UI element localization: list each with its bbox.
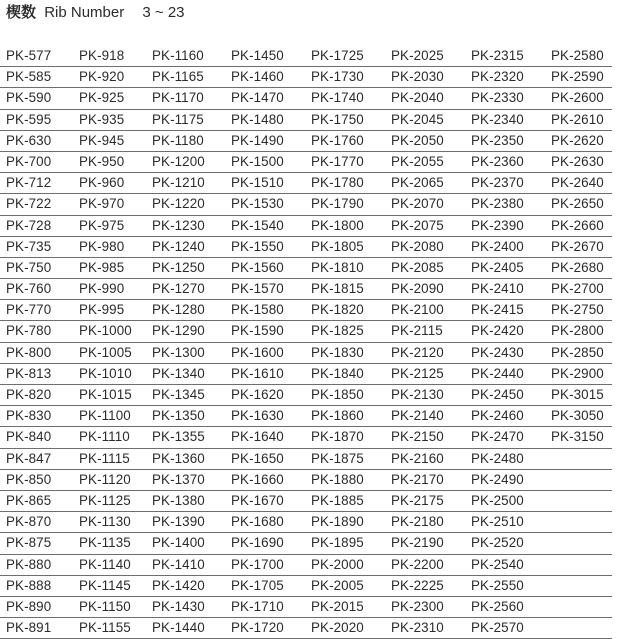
part-number-cell: PK-770 bbox=[6, 302, 52, 318]
part-number-cell: PK-2055 bbox=[391, 153, 444, 169]
part-number-cell: PK-840 bbox=[6, 429, 52, 445]
part-number-cell: PK-2085 bbox=[391, 259, 444, 275]
part-number-cell: PK-2020 bbox=[311, 620, 364, 636]
table-row bbox=[0, 597, 612, 618]
part-number-cell: PK-1120 bbox=[79, 471, 131, 487]
part-number-cell: PK-760 bbox=[6, 281, 52, 297]
part-number-cell: PK-1420 bbox=[152, 577, 205, 593]
part-number-cell: PK-1800 bbox=[311, 217, 364, 233]
part-number-cell: PK-1130 bbox=[79, 514, 131, 530]
part-number-cell: PK-585 bbox=[6, 69, 52, 85]
part-number-cell: PK-750 bbox=[6, 259, 52, 275]
part-number-cell: PK-2090 bbox=[391, 281, 444, 297]
part-number-cell: PK-1140 bbox=[79, 556, 131, 572]
part-number-cell: PK-1470 bbox=[231, 90, 284, 106]
part-number-cell: PK-3015 bbox=[551, 387, 604, 402]
part-number-cell: PK-1115 bbox=[79, 450, 130, 466]
part-number-cell: PK-1480 bbox=[231, 111, 284, 127]
table-row bbox=[0, 512, 612, 533]
part-number-cell: PK-1610 bbox=[231, 365, 284, 381]
part-number-cell: PK-1750 bbox=[311, 111, 364, 127]
part-number-cell: PK-2030 bbox=[391, 69, 444, 85]
part-number-cell: PK-1840 bbox=[311, 365, 364, 381]
part-number-cell: PK-888 bbox=[6, 577, 52, 593]
part-number-cell: PK-2330 bbox=[471, 90, 524, 106]
part-number-cell: PK-2900 bbox=[551, 365, 604, 381]
part-number-cell: PK-2115 bbox=[391, 323, 443, 339]
part-number-table bbox=[0, 46, 612, 639]
part-number-cell: PK-1510 bbox=[231, 175, 284, 191]
table-row bbox=[0, 110, 612, 131]
part-number-cell: PK-1850 bbox=[311, 387, 364, 402]
part-number-cell: PK-945 bbox=[79, 132, 125, 148]
part-number-cell: PK-1460 bbox=[231, 69, 284, 85]
table-row bbox=[0, 618, 612, 639]
table-row bbox=[0, 173, 612, 194]
part-number-cell: PK-1880 bbox=[311, 471, 364, 487]
part-number-cell: PK-1155 bbox=[79, 620, 131, 636]
part-number-cell: PK-1540 bbox=[231, 217, 284, 233]
part-number-cell: PK-2680 bbox=[551, 259, 604, 275]
part-number-cell: PK-2125 bbox=[391, 365, 444, 381]
part-number-cell: PK-870 bbox=[6, 514, 52, 530]
part-number-cell: PK-1150 bbox=[79, 598, 131, 614]
part-number-cell: PK-1210 bbox=[152, 175, 205, 191]
table-row bbox=[0, 67, 612, 88]
part-number-cell: PK-2620 bbox=[551, 132, 604, 148]
part-number-cell: PK-1870 bbox=[311, 429, 364, 445]
part-number-cell: PK-1790 bbox=[311, 196, 364, 212]
part-number-cell: PK-1895 bbox=[311, 535, 364, 551]
part-number-cell: PK-1630 bbox=[231, 408, 284, 424]
part-number-cell: PK-970 bbox=[79, 196, 125, 212]
part-number-cell: PK-890 bbox=[6, 598, 52, 614]
part-number-cell: PK-880 bbox=[6, 556, 52, 572]
part-number-cell: PK-2100 bbox=[391, 302, 444, 318]
table-row bbox=[0, 533, 612, 554]
part-number-cell: PK-2650 bbox=[551, 196, 604, 212]
table-row bbox=[0, 385, 612, 406]
part-number-cell: PK-1720 bbox=[231, 620, 284, 636]
part-number-cell: PK-2700 bbox=[551, 281, 604, 297]
part-number-cell: PK-2200 bbox=[391, 556, 444, 572]
part-number-cell: PK-2520 bbox=[471, 535, 524, 551]
part-number-cell: PK-2750 bbox=[551, 302, 604, 318]
part-number-cell: PK-1670 bbox=[231, 492, 284, 508]
part-number-cell: PK-1430 bbox=[152, 598, 205, 614]
part-number-cell: PK-1220 bbox=[152, 196, 205, 212]
heading-range: 3 ~ 23 bbox=[142, 4, 185, 21]
part-number-cell: PK-1780 bbox=[311, 175, 364, 191]
part-number-cell: PK-2025 bbox=[391, 48, 444, 63]
table-row bbox=[0, 555, 612, 576]
part-number-cell: PK-800 bbox=[6, 344, 52, 360]
part-number-cell: PK-1860 bbox=[311, 408, 364, 424]
table-row bbox=[0, 427, 612, 448]
part-number-cell: PK-850 bbox=[6, 471, 52, 487]
part-number-cell: PK-1290 bbox=[152, 323, 205, 339]
table-row bbox=[0, 194, 612, 215]
table-row bbox=[0, 321, 612, 342]
part-number-cell: PK-1280 bbox=[152, 302, 205, 318]
part-number-cell: PK-975 bbox=[79, 217, 125, 233]
part-number-cell: PK-595 bbox=[6, 111, 52, 127]
part-number-cell: PK-2350 bbox=[471, 132, 524, 148]
part-number-cell: PK-2050 bbox=[391, 132, 444, 148]
part-number-cell: PK-2480 bbox=[471, 450, 524, 466]
part-number-cell: PK-1200 bbox=[152, 153, 205, 169]
table-row bbox=[0, 343, 612, 364]
part-number-cell: PK-728 bbox=[6, 217, 52, 233]
part-number-cell: PK-2400 bbox=[471, 238, 524, 254]
part-number-cell: PK-1700 bbox=[231, 556, 284, 572]
part-number-cell: PK-2670 bbox=[551, 238, 604, 254]
part-number-cell: PK-2460 bbox=[471, 408, 524, 424]
part-number-cell: PK-1705 bbox=[231, 577, 284, 593]
part-number-cell: PK-1250 bbox=[152, 259, 205, 275]
part-number-cell: PK-1240 bbox=[152, 238, 205, 254]
part-number-cell: PK-1400 bbox=[152, 535, 205, 551]
part-number-cell: PK-2160 bbox=[391, 450, 444, 466]
part-number-cell: PK-712 bbox=[6, 175, 52, 191]
part-number-cell: PK-1560 bbox=[231, 259, 284, 275]
table-row bbox=[0, 131, 612, 152]
part-number-cell: PK-1440 bbox=[152, 620, 205, 636]
table-row bbox=[0, 258, 612, 279]
part-number-cell: PK-2300 bbox=[391, 598, 444, 614]
part-number-cell: PK-1230 bbox=[152, 217, 205, 233]
part-number-cell: PK-2440 bbox=[471, 365, 524, 381]
part-number-cell: PK-2045 bbox=[391, 111, 444, 127]
part-number-cell: PK-1725 bbox=[311, 48, 364, 63]
part-number-cell: PK-2000 bbox=[311, 556, 364, 572]
part-number-cell: PK-1010 bbox=[79, 365, 132, 381]
part-number-cell: PK-813 bbox=[6, 365, 52, 381]
part-number-cell: PK-1600 bbox=[231, 344, 284, 360]
part-number-cell: PK-1890 bbox=[311, 514, 364, 530]
part-number-cell: PK-577 bbox=[6, 48, 52, 63]
part-number-cell: PK-918 bbox=[79, 48, 125, 63]
part-number-cell: PK-1005 bbox=[79, 344, 132, 360]
part-number-cell: PK-980 bbox=[79, 238, 125, 254]
part-number-cell: PK-3050 bbox=[551, 408, 604, 424]
part-number-cell: PK-1825 bbox=[311, 323, 364, 339]
part-number-cell: PK-1360 bbox=[152, 450, 205, 466]
part-number-cell: PK-830 bbox=[6, 408, 52, 424]
part-number-cell: PK-1135 bbox=[79, 535, 131, 551]
part-number-cell: PK-1410 bbox=[152, 556, 205, 572]
part-number-cell: PK-1590 bbox=[231, 323, 284, 339]
part-number-cell: PK-2450 bbox=[471, 387, 524, 402]
part-number-cell: PK-2380 bbox=[471, 196, 524, 212]
part-number-cell: PK-1810 bbox=[311, 259, 364, 275]
part-number-cell: PK-2415 bbox=[471, 302, 524, 318]
part-number-cell: PK-1770 bbox=[311, 153, 364, 169]
part-number-cell: PK-2660 bbox=[551, 217, 604, 233]
part-number-cell: PK-2405 bbox=[471, 259, 524, 275]
part-number-cell: PK-1350 bbox=[152, 408, 205, 424]
part-number-cell: PK-1170 bbox=[152, 90, 204, 106]
table-row bbox=[0, 449, 612, 470]
part-number-cell: PK-2390 bbox=[471, 217, 524, 233]
part-number-cell: PK-2800 bbox=[551, 323, 604, 339]
part-number-cell: PK-1570 bbox=[231, 281, 284, 297]
part-number-cell: PK-2570 bbox=[471, 620, 524, 636]
part-number-cell: PK-1815 bbox=[311, 281, 364, 297]
part-number-cell: PK-820 bbox=[6, 387, 52, 402]
table-row bbox=[0, 216, 612, 237]
part-number-cell: PK-891 bbox=[6, 620, 52, 636]
part-number-cell: PK-2180 bbox=[391, 514, 444, 530]
part-number-cell: PK-2640 bbox=[551, 175, 604, 191]
part-number-cell: PK-2610 bbox=[551, 111, 604, 127]
part-number-cell: PK-2850 bbox=[551, 344, 604, 360]
part-number-cell: PK-1500 bbox=[231, 153, 284, 169]
table-row bbox=[0, 406, 612, 427]
table-row bbox=[0, 470, 612, 491]
part-number-cell: PK-1160 bbox=[152, 48, 204, 63]
part-number-cell: PK-2040 bbox=[391, 90, 444, 106]
part-number-cell: PK-1660 bbox=[231, 471, 284, 487]
part-number-cell: PK-2190 bbox=[391, 535, 444, 551]
table-row bbox=[0, 88, 612, 109]
part-number-cell: PK-920 bbox=[79, 69, 125, 85]
part-number-cell: PK-1620 bbox=[231, 387, 284, 402]
part-number-cell: PK-1270 bbox=[152, 281, 205, 297]
part-number-cell: PK-2320 bbox=[471, 69, 524, 85]
part-number-cell: PK-2590 bbox=[551, 69, 604, 85]
part-number-cell: PK-1490 bbox=[231, 132, 284, 148]
part-number-cell: PK-1450 bbox=[231, 48, 284, 63]
part-number-cell: PK-2080 bbox=[391, 238, 444, 254]
part-number-cell: PK-1165 bbox=[152, 69, 204, 85]
part-number-cell: PK-2310 bbox=[391, 620, 444, 636]
part-number-cell: PK-1390 bbox=[152, 514, 205, 530]
part-number-cell: PK-1530 bbox=[231, 196, 284, 212]
part-number-cell: PK-2225 bbox=[391, 577, 444, 593]
part-number-cell: PK-1000 bbox=[79, 323, 132, 339]
part-number-cell: PK-2370 bbox=[471, 175, 524, 191]
part-number-cell: PK-590 bbox=[6, 90, 52, 106]
part-number-cell: PK-990 bbox=[79, 281, 125, 297]
part-number-cell: PK-925 bbox=[79, 90, 125, 106]
part-number-cell: PK-2150 bbox=[391, 429, 444, 445]
part-number-cell: PK-2130 bbox=[391, 387, 444, 402]
table-row bbox=[0, 279, 612, 300]
part-number-cell: PK-2600 bbox=[551, 90, 604, 106]
part-number-cell: PK-1380 bbox=[152, 492, 205, 508]
part-number-cell: PK-1110 bbox=[79, 429, 130, 445]
part-number-cell: PK-847 bbox=[6, 450, 52, 466]
page-heading bbox=[6, 1, 185, 23]
part-number-cell: PK-1820 bbox=[311, 302, 364, 318]
part-number-cell: PK-1710 bbox=[231, 598, 284, 614]
part-number-cell: PK-1125 bbox=[79, 492, 131, 508]
part-number-cell: PK-1145 bbox=[79, 577, 131, 593]
part-number-cell: PK-995 bbox=[79, 302, 125, 318]
part-number-cell: PK-2580 bbox=[551, 48, 604, 63]
part-number-cell: PK-2430 bbox=[471, 344, 524, 360]
part-number-cell: PK-1370 bbox=[152, 471, 205, 487]
part-number-cell: PK-1015 bbox=[79, 387, 132, 402]
part-number-cell: PK-935 bbox=[79, 111, 125, 127]
part-number-cell: PK-2340 bbox=[471, 111, 524, 127]
part-number-cell: PK-2410 bbox=[471, 281, 524, 297]
part-number-cell: PK-960 bbox=[79, 175, 125, 191]
part-number-cell: PK-1690 bbox=[231, 535, 284, 551]
part-number-cell: PK-2420 bbox=[471, 323, 524, 339]
part-number-cell: PK-875 bbox=[6, 535, 52, 551]
part-number-cell: PK-2540 bbox=[471, 556, 524, 572]
part-number-cell: PK-2490 bbox=[471, 471, 524, 487]
part-number-cell: PK-1180 bbox=[152, 132, 204, 148]
part-number-cell: PK-722 bbox=[6, 196, 52, 212]
part-number-cell: PK-1740 bbox=[311, 90, 364, 106]
part-number-cell: PK-1680 bbox=[231, 514, 284, 530]
part-number-cell: PK-1580 bbox=[231, 302, 284, 318]
part-number-cell: PK-1300 bbox=[152, 344, 205, 360]
part-number-cell: PK-2550 bbox=[471, 577, 524, 593]
part-number-cell: PK-1640 bbox=[231, 429, 284, 445]
part-number-cell: PK-735 bbox=[6, 238, 52, 254]
part-number-cell: PK-630 bbox=[6, 132, 52, 148]
heading-english: Rib Number bbox=[44, 4, 125, 21]
part-number-cell: PK-1805 bbox=[311, 238, 364, 254]
part-number-cell: PK-1830 bbox=[311, 344, 364, 360]
table-row bbox=[0, 237, 612, 258]
part-number-cell: PK-1340 bbox=[152, 365, 205, 381]
part-number-cell: PK-865 bbox=[6, 492, 52, 508]
part-number-cell: PK-1100 bbox=[79, 408, 131, 424]
table-row bbox=[0, 152, 612, 173]
part-number-cell: PK-700 bbox=[6, 153, 52, 169]
table-row bbox=[0, 364, 612, 385]
part-number-cell: PK-2510 bbox=[471, 514, 524, 530]
part-number-cell: PK-2170 bbox=[391, 471, 444, 487]
part-number-cell: PK-1345 bbox=[152, 387, 205, 402]
part-number-cell: PK-2175 bbox=[391, 492, 444, 508]
part-number-cell: PK-3150 bbox=[551, 429, 604, 445]
part-number-cell: PK-2560 bbox=[471, 598, 524, 614]
part-number-cell: PK-2315 bbox=[471, 48, 524, 63]
table-row bbox=[0, 576, 612, 597]
part-number-cell: PK-1885 bbox=[311, 492, 364, 508]
part-number-cell: PK-1760 bbox=[311, 132, 364, 148]
part-number-cell: PK-2120 bbox=[391, 344, 444, 360]
part-number-cell: PK-2470 bbox=[471, 429, 524, 445]
heading-chinese: 楔数 bbox=[6, 3, 37, 21]
part-number-cell: PK-950 bbox=[79, 153, 125, 169]
part-number-cell: PK-2005 bbox=[311, 577, 364, 593]
part-number-cell: PK-1355 bbox=[152, 429, 205, 445]
part-number-cell: PK-2360 bbox=[471, 153, 524, 169]
part-number-cell: PK-2500 bbox=[471, 492, 524, 508]
part-number-cell: PK-985 bbox=[79, 259, 125, 275]
part-number-cell: PK-2075 bbox=[391, 217, 444, 233]
part-number-cell: PK-1175 bbox=[152, 111, 204, 127]
table-row bbox=[0, 491, 612, 512]
part-number-cell: PK-1730 bbox=[311, 69, 364, 85]
table-row bbox=[0, 46, 612, 67]
part-number-cell: PK-2630 bbox=[551, 153, 604, 169]
part-number-cell: PK-780 bbox=[6, 323, 52, 339]
part-number-cell: PK-2140 bbox=[391, 408, 444, 424]
part-number-cell: PK-2070 bbox=[391, 196, 444, 212]
part-number-cell: PK-1650 bbox=[231, 450, 284, 466]
part-number-cell: PK-2015 bbox=[311, 598, 364, 614]
table-row bbox=[0, 300, 612, 321]
part-number-cell: PK-1550 bbox=[231, 238, 284, 254]
part-number-cell: PK-2065 bbox=[391, 175, 444, 191]
part-number-cell: PK-1875 bbox=[311, 450, 364, 466]
